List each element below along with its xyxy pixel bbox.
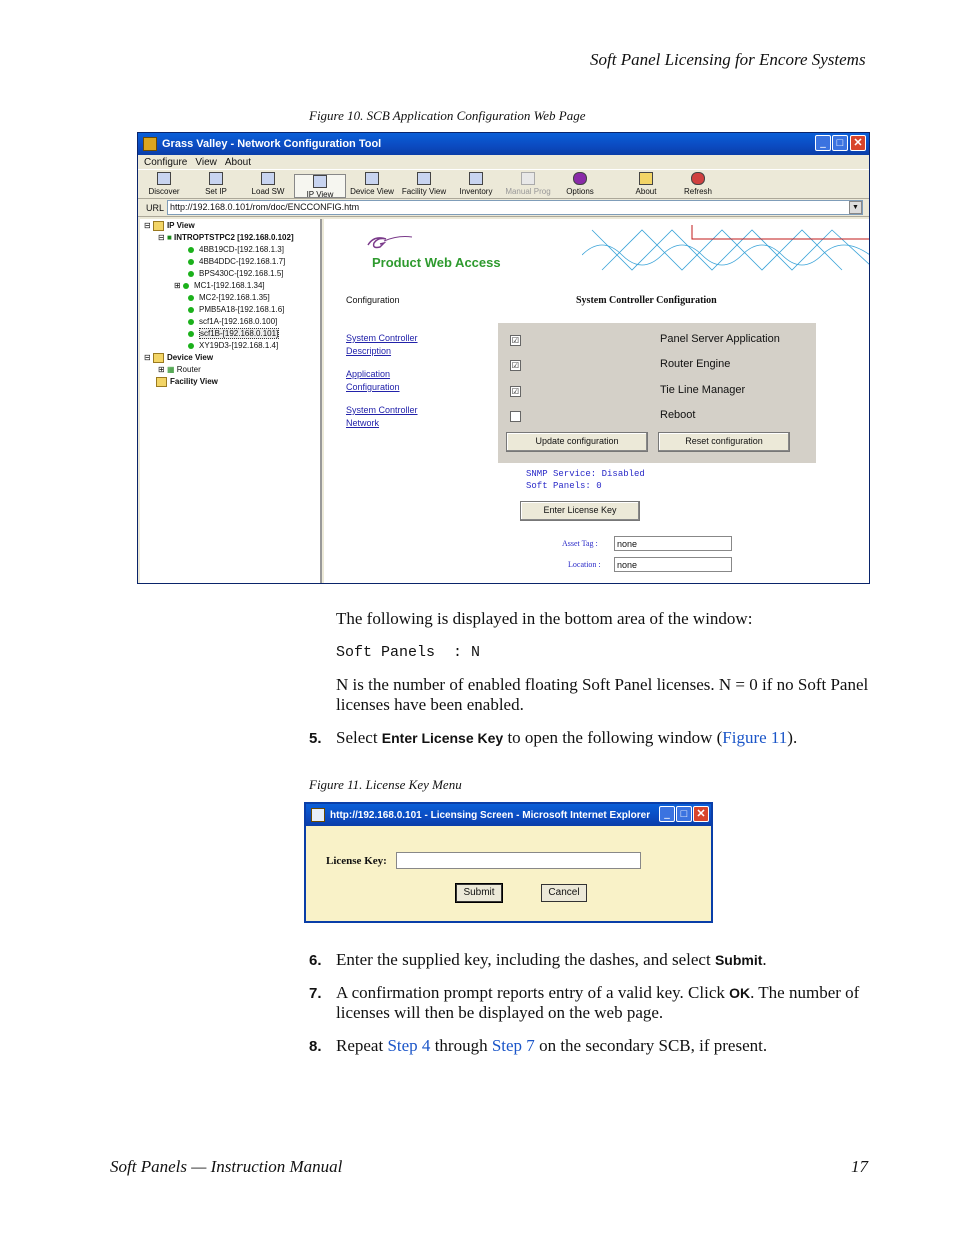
maximize-icon[interactable]: □ bbox=[832, 135, 848, 151]
config-options-panel bbox=[498, 323, 816, 463]
tree-label: 4BB19CD-[192.168.1.3] bbox=[199, 245, 284, 254]
step-text: . The number of licenses will then be displayed on the web page. bbox=[336, 983, 860, 1022]
option-label: Panel Server Application bbox=[660, 333, 780, 345]
figure-11-caption: Figure 11. License Key Menu bbox=[309, 777, 462, 792]
network-config-window bbox=[137, 132, 870, 584]
status-dot-icon bbox=[188, 307, 194, 313]
option-label: Router Engine bbox=[660, 358, 731, 370]
step-7-link[interactable]: Step 7 bbox=[491, 1036, 535, 1055]
option-label: Reboot bbox=[660, 409, 696, 421]
set-ip-icon bbox=[209, 172, 223, 185]
status-dot-icon bbox=[188, 247, 194, 253]
figure-10-caption: Figure 10. SCB Application Configuration Web Page bbox=[309, 108, 586, 123]
load-sw-label: Load SW bbox=[251, 187, 285, 196]
tree-node-host[interactable]: ⊟ ■ INTROPTSTPC2 [192.168.0.102] bbox=[158, 233, 294, 242]
footer-manual-title: Soft Panels — Instruction Manual bbox=[110, 1157, 343, 1176]
step-6 bbox=[309, 950, 767, 971]
app-icon bbox=[143, 137, 157, 151]
step-7 bbox=[309, 983, 869, 1022]
status-dot-icon bbox=[188, 271, 194, 277]
help-icon bbox=[639, 172, 653, 185]
options-label: Options bbox=[566, 187, 594, 196]
link-text: Network bbox=[346, 418, 380, 428]
tree-node-ip-view[interactable]: ⊟ IP View bbox=[144, 221, 195, 231]
enter-license-key-button[interactable]: Enter License Key bbox=[520, 501, 640, 521]
reset-configuration-button[interactable]: Reset configuration bbox=[658, 432, 790, 452]
cancel-button[interactable]: Cancel bbox=[541, 884, 587, 902]
tree-item[interactable] bbox=[188, 341, 278, 350]
toolbar bbox=[138, 169, 869, 199]
tree-label: Device View bbox=[166, 353, 214, 363]
step-6-text bbox=[336, 950, 767, 970]
ie-page-icon bbox=[311, 808, 325, 822]
update-configuration-button[interactable]: Update configuration bbox=[506, 432, 648, 452]
step-number: 6. bbox=[309, 952, 322, 969]
url-value: http://192.168.0.101/rom/doc/ENCCONFIG.htm bbox=[170, 202, 360, 212]
reboot-checkbox[interactable] bbox=[510, 411, 521, 422]
figure-11-link[interactable]: Figure 11 bbox=[722, 728, 788, 747]
tree-node-device-view[interactable]: ⊟ Device View bbox=[144, 353, 214, 363]
tree-item[interactable] bbox=[188, 317, 277, 326]
tree-label: 4BB4DDC-[192.168.1.7] bbox=[199, 257, 286, 266]
running-header: Soft Panel Licensing for Encore Systems bbox=[590, 50, 866, 69]
panel-server-checkbox[interactable]: ☑ bbox=[511, 336, 520, 345]
about-label: About bbox=[635, 187, 657, 196]
status-dot-icon bbox=[188, 331, 194, 337]
link-text: System Controller bbox=[346, 405, 418, 415]
set-ip-button[interactable] bbox=[190, 172, 242, 198]
snmp-status: SNMP Service: Disabled bbox=[526, 469, 645, 479]
ip-view-button[interactable] bbox=[294, 174, 346, 198]
ip-view-tree bbox=[140, 219, 322, 584]
web-page-content bbox=[324, 219, 870, 584]
tree-item[interactable]: ⊞ MC1-[192.168.1.34] bbox=[174, 281, 265, 290]
minimize-icon[interactable]: _ bbox=[659, 806, 675, 822]
device-view-icon bbox=[365, 172, 379, 185]
refresh-button[interactable] bbox=[672, 172, 724, 198]
option-label: Tie Line Manager bbox=[660, 384, 746, 396]
tree-item[interactable] bbox=[188, 245, 284, 254]
link-text: Application bbox=[346, 369, 391, 379]
router-engine-checkbox[interactable]: ☑ bbox=[511, 361, 520, 370]
inventory-button[interactable] bbox=[450, 172, 502, 198]
set-ip-label: Set IP bbox=[205, 187, 227, 196]
window-title: http://192.168.0.101 - Licensing Screen - Microsoft Internet Explorer bbox=[330, 809, 651, 821]
manual-prog-button[interactable] bbox=[502, 172, 554, 198]
step-text: ). bbox=[787, 728, 798, 747]
grass-valley-logo-icon bbox=[364, 233, 416, 253]
manual-prog-label: Manual Prog bbox=[505, 187, 551, 196]
status-dot-icon bbox=[183, 283, 189, 289]
status-dot-icon bbox=[188, 343, 194, 349]
tree-item[interactable] bbox=[188, 305, 284, 314]
link-text: Configuration bbox=[346, 382, 400, 392]
manual-prog-icon bbox=[521, 172, 535, 185]
folder-icon bbox=[153, 221, 164, 231]
location-field[interactable]: none bbox=[614, 557, 732, 572]
folder-icon bbox=[156, 377, 167, 387]
ip-view-label: IP View bbox=[306, 190, 334, 199]
tree-item[interactable] bbox=[188, 269, 284, 278]
status-dot-icon bbox=[188, 259, 194, 265]
tree-label: INTROPTSTPC2 [192.168.0.102] bbox=[174, 233, 294, 242]
tree-label: Facility View bbox=[170, 377, 218, 387]
network-icon: ■ bbox=[166, 233, 172, 242]
maximize-icon[interactable]: □ bbox=[676, 806, 692, 822]
tree-node-router[interactable]: ⊞ ▦ Router bbox=[158, 365, 201, 374]
configuration-heading: Configuration bbox=[346, 295, 400, 305]
submit-button[interactable]: Submit bbox=[456, 884, 502, 902]
option-row bbox=[506, 405, 806, 429]
chevron-down-icon[interactable]: ▼ bbox=[849, 201, 862, 214]
step-number: 5. bbox=[309, 730, 322, 747]
tie-line-manager-checkbox[interactable]: ☑ bbox=[511, 387, 520, 396]
menu-bar bbox=[138, 155, 869, 169]
close-icon[interactable]: ✕ bbox=[693, 806, 709, 822]
asset-tag-field[interactable]: none bbox=[614, 536, 732, 551]
system-controller-title: System Controller Configuration bbox=[576, 295, 717, 306]
step-8-text bbox=[336, 1036, 767, 1056]
step-5-text bbox=[336, 728, 797, 748]
tree-label: IP View bbox=[166, 221, 195, 231]
tree-label: MC2-[192.168.1.35] bbox=[199, 293, 270, 302]
step-text: to open the following window ( bbox=[503, 728, 723, 747]
link-application-configuration[interactable] bbox=[346, 367, 400, 393]
tree-label: BPS430C-[192.168.1.5] bbox=[199, 269, 284, 278]
status-dot-icon bbox=[188, 295, 194, 301]
option-row bbox=[506, 380, 806, 404]
tree-label: scf1B-[192.168.0.101] bbox=[200, 329, 279, 338]
link-system-controller-description[interactable] bbox=[346, 331, 418, 357]
about-button[interactable] bbox=[620, 172, 672, 198]
step-number: 7. bbox=[309, 985, 322, 1002]
ui-term: OK bbox=[729, 985, 751, 1001]
device-view-button[interactable] bbox=[346, 172, 398, 198]
close-icon[interactable]: ✕ bbox=[850, 135, 866, 151]
paragraph-license-count: N is the number of enabled floating Soft Panel licenses. N = 0 if no Soft Panel licenses have been enabled. bbox=[336, 675, 869, 714]
tree-label: Router bbox=[176, 365, 201, 374]
step-text: Enter the supplied key, including the dashes, and select bbox=[336, 950, 715, 969]
ip-view-icon bbox=[313, 175, 327, 188]
step-text: Repeat bbox=[336, 1036, 388, 1055]
device-view-label: Device View bbox=[350, 187, 394, 196]
discover-icon bbox=[157, 172, 171, 185]
window-title: Grass Valley - Network Configuration Tool bbox=[162, 138, 382, 150]
refresh-label: Refresh bbox=[683, 187, 712, 196]
options-icon bbox=[573, 172, 587, 185]
facility-view-button[interactable] bbox=[398, 172, 450, 198]
step-5 bbox=[309, 728, 798, 749]
location-label: Location : bbox=[568, 560, 601, 569]
step-7-text bbox=[336, 983, 871, 1023]
menu-view[interactable]: View bbox=[195, 156, 217, 168]
menu-configure[interactable]: Configure bbox=[144, 156, 188, 168]
facility-view-icon bbox=[417, 172, 431, 185]
tree-node-facility-view[interactable] bbox=[156, 377, 218, 387]
step-text: through bbox=[430, 1036, 492, 1055]
ui-term: Enter License Key bbox=[381, 730, 504, 746]
load-sw-button[interactable] bbox=[242, 172, 294, 198]
tree-label: XY19D3-[192.168.1.4] bbox=[199, 341, 279, 350]
page-number: 17 bbox=[851, 1157, 868, 1176]
url-input[interactable] bbox=[167, 200, 863, 215]
decorative-pattern-icon bbox=[582, 225, 870, 275]
discover-label: Discover bbox=[148, 187, 180, 196]
minimize-icon[interactable]: _ bbox=[815, 135, 831, 151]
option-row bbox=[506, 329, 806, 353]
step-text: A confirmation prompt reports entry of a valid key. Click bbox=[336, 983, 730, 1002]
link-text: System Controller bbox=[346, 333, 418, 343]
tree-item[interactable] bbox=[188, 257, 285, 266]
product-web-access-title: Product Web Access bbox=[372, 255, 501, 270]
tree-label: scf1A-[192.168.0.100] bbox=[199, 317, 278, 326]
step-text: Select bbox=[336, 728, 382, 747]
menu-about[interactable]: About bbox=[224, 156, 251, 168]
discover-button[interactable] bbox=[138, 172, 190, 198]
asset-tag-label: Asset Tag : bbox=[562, 539, 598, 548]
license-key-input[interactable] bbox=[396, 852, 641, 869]
folder-icon bbox=[153, 353, 164, 363]
step-4-link[interactable]: Step 4 bbox=[387, 1036, 431, 1055]
options-button[interactable] bbox=[554, 172, 606, 198]
status-dot-icon bbox=[188, 319, 194, 325]
refresh-icon bbox=[691, 172, 705, 185]
title-bar bbox=[306, 804, 711, 826]
tree-label: MC1-[192.168.1.34] bbox=[193, 281, 265, 290]
licensing-screen-window bbox=[304, 802, 713, 923]
url-label: URL bbox=[146, 202, 165, 213]
tree-label: PMB5A18-[192.168.1.6] bbox=[199, 305, 285, 314]
ui-term: Submit bbox=[714, 952, 763, 968]
code-soft-panels: Soft Panels : N bbox=[336, 644, 481, 661]
title-bar bbox=[138, 133, 869, 155]
url-bar bbox=[138, 199, 869, 217]
step-number: 8. bbox=[309, 1038, 322, 1055]
router-icon: ▦ bbox=[166, 365, 175, 374]
tree-item-selected[interactable] bbox=[188, 329, 279, 338]
step-text: . bbox=[762, 950, 767, 969]
paragraph-bottom-area: The following is displayed in the bottom area of the window: bbox=[336, 609, 753, 628]
link-system-controller-network[interactable] bbox=[346, 403, 418, 429]
option-row bbox=[506, 354, 806, 378]
tree-item[interactable] bbox=[188, 293, 270, 302]
license-key-label: License Key: bbox=[326, 855, 387, 867]
link-text: Description bbox=[346, 346, 392, 356]
load-sw-icon bbox=[261, 172, 275, 185]
facility-view-label: Facility View bbox=[401, 187, 447, 196]
soft-panels-status: Soft Panels: 0 bbox=[526, 481, 602, 491]
inventory-icon bbox=[469, 172, 483, 185]
step-8 bbox=[309, 1036, 768, 1057]
inventory-label: Inventory bbox=[459, 187, 493, 196]
step-text: on the secondary SCB, if present. bbox=[534, 1036, 768, 1055]
